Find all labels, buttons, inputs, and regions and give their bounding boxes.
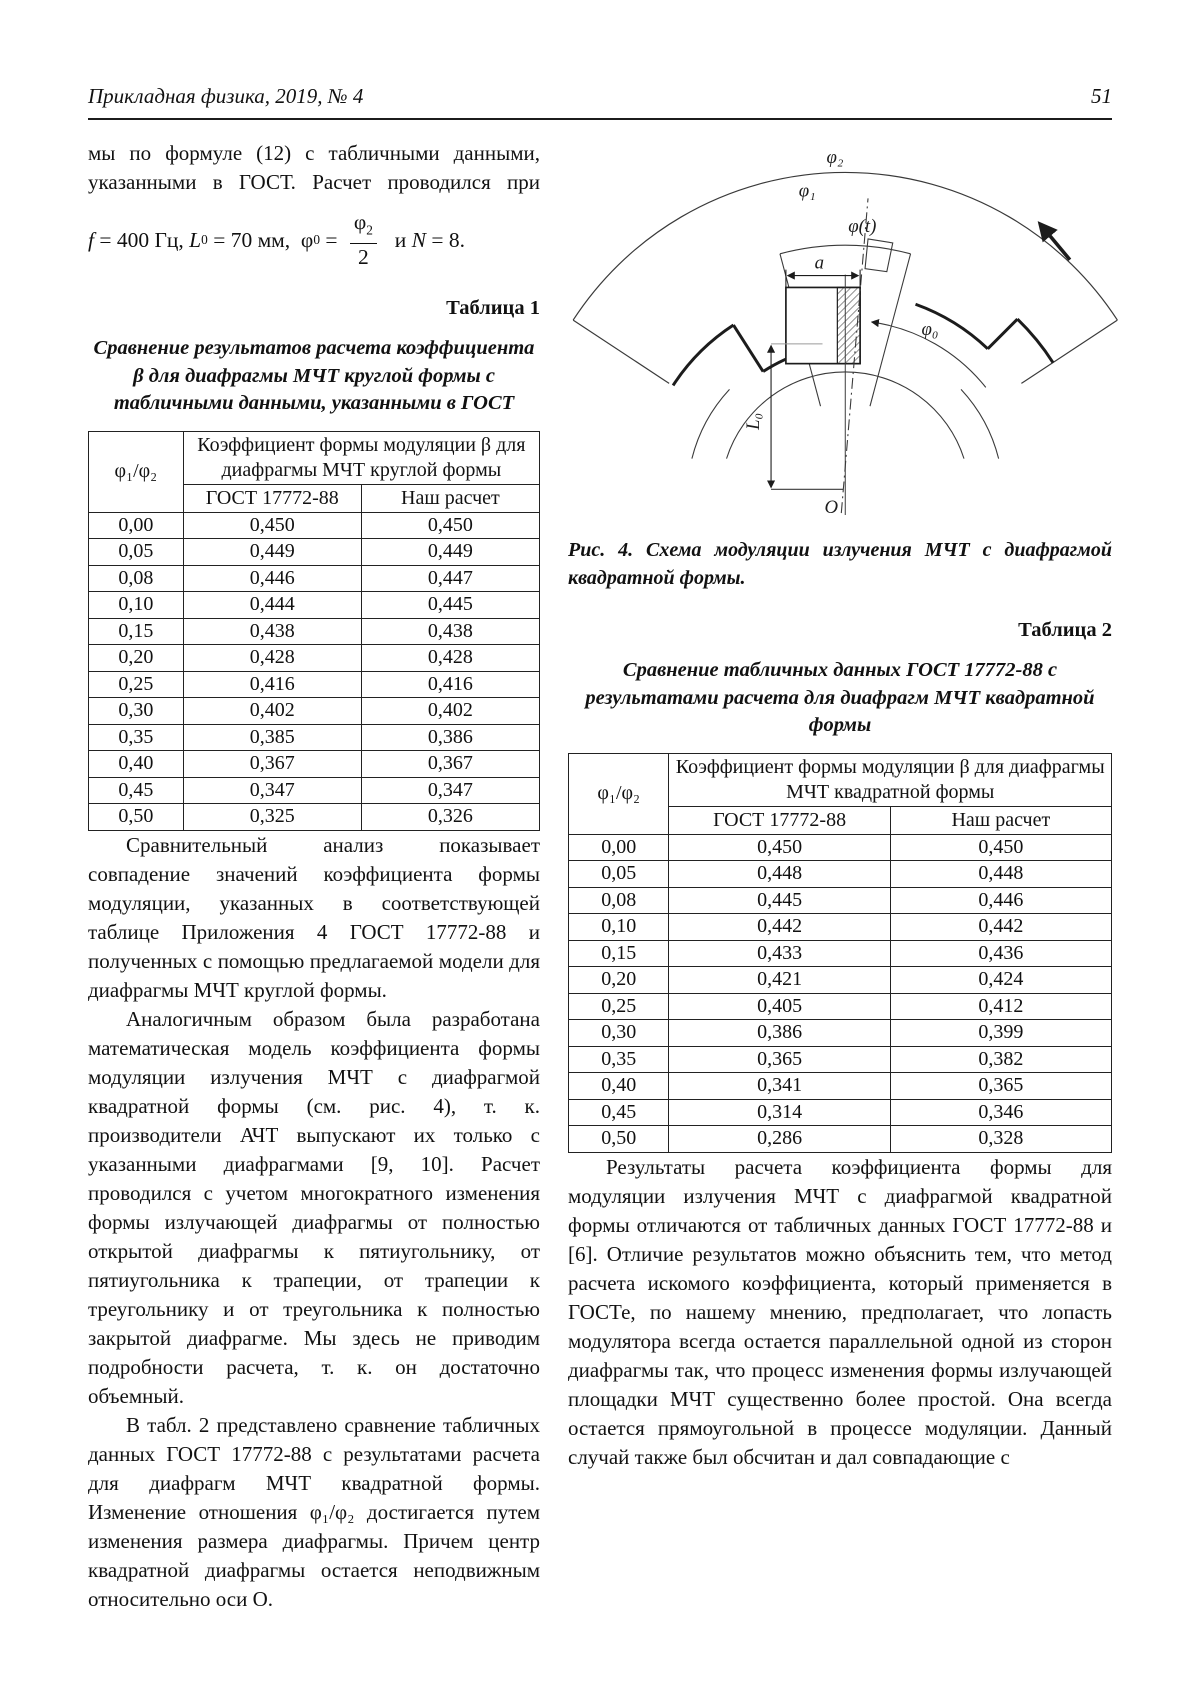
table-row <box>89 777 540 804</box>
table-cell: 0,428 <box>183 645 361 672</box>
table-cell: 0,402 <box>361 698 539 725</box>
table1-subheader-gost: ГОСТ 17772-88 <box>183 484 361 512</box>
table-row <box>569 1126 1112 1153</box>
table-cell: 0,08 <box>89 565 184 592</box>
L0-dimension <box>771 344 843 489</box>
running-head <box>88 84 1112 108</box>
table-cell: 0,438 <box>183 618 361 645</box>
table-cell: 0,30 <box>89 698 184 725</box>
table-cell: 0,35 <box>89 724 184 751</box>
table-cell: 0,20 <box>89 645 184 672</box>
table-cell: 0,450 <box>183 512 361 539</box>
figure-4 <box>560 141 1112 522</box>
table-cell: 0,367 <box>183 751 361 778</box>
table-cell: 0,445 <box>669 887 890 914</box>
table-row <box>89 724 540 751</box>
O-label: O <box>824 497 839 517</box>
table-cell: 0,386 <box>361 724 539 751</box>
running-head-page-number: 51 <box>1091 84 1112 108</box>
table-cell: 0,416 <box>361 671 539 698</box>
modulation-scheme-figure <box>560 141 1180 517</box>
table-cell: 0,20 <box>569 967 669 994</box>
table-cell: 0,347 <box>183 777 361 804</box>
table-cell: 0,45 <box>569 1099 669 1126</box>
intro-paragraph: мы по формуле (12) с табличными данными, указанными в ГОСТ. Расчет проводился при <box>88 141 540 194</box>
table-cell: 0,25 <box>569 993 669 1020</box>
table-cell: 0,448 <box>890 861 1111 888</box>
table-cell: 0,367 <box>361 751 539 778</box>
body-paragraph: Аналогичным образом была разработана математическая модель коэффициента формы модуляции излучения МЧТ с диафрагмой квадратной формы (см. рис. 4), т. к. производители АЧТ выпускают их только с указанными диафрагмами [9, 10]. Расчет проводился с учетом многократного изменения формы излучающей диафрагмы от полностью открытой диафрагмы к пятиугольнику, от пятиугольника к трапеции, от трапеции к треугольнику и от треугольника к полностью закрытой диафрагме. Мы здесь не приводим подробности расчета, т. к. он достаточно объемный. <box>88 1006 540 1408</box>
table-cell: 0,428 <box>361 645 539 672</box>
table2-subheader-ours: Наш расчет <box>890 806 1111 834</box>
table-cell: 0,416 <box>183 671 361 698</box>
table-cell: 0,450 <box>890 834 1111 861</box>
table-cell: 0,402 <box>183 698 361 725</box>
table-row <box>89 751 540 778</box>
table2-body <box>569 834 1112 1152</box>
right-column <box>568 139 1112 1614</box>
table1-title: Сравнение результатов расчета коэффициента β для диафрагмы МЧТ круглой формы с табличными данными, указанными в ГОСТ <box>93 337 535 415</box>
table-row <box>569 1099 1112 1126</box>
table-cell: 0,436 <box>890 940 1111 967</box>
phi0-label: φ₀ <box>921 318 939 340</box>
table-row <box>89 592 540 619</box>
two-column-layout <box>88 139 1112 1614</box>
table-cell: 0,328 <box>890 1126 1111 1153</box>
table-cell: 0,433 <box>669 940 890 967</box>
table-cell: 0,450 <box>669 834 890 861</box>
table-cell: 0,450 <box>361 512 539 539</box>
table-cell: 0,438 <box>361 618 539 645</box>
table1-span-header: Коэффициент формы модуляции β для диафрагмы МЧТ круглой формы <box>183 431 539 484</box>
table-row <box>89 539 540 566</box>
table-cell: 0,449 <box>361 539 539 566</box>
table-row <box>89 645 540 672</box>
table-cell: 0,314 <box>669 1099 890 1126</box>
table-row <box>89 804 540 831</box>
table-cell: 0,50 <box>89 804 184 831</box>
phit-label: φ(t) <box>848 216 877 238</box>
table-cell: 0,424 <box>890 967 1111 994</box>
table-cell: 0,286 <box>669 1126 890 1153</box>
table-cell: 0,15 <box>89 618 184 645</box>
table-cell: 0,405 <box>669 993 890 1020</box>
left-column <box>88 139 540 1614</box>
table-row <box>569 914 1112 941</box>
table-row <box>89 618 540 645</box>
table-row <box>569 967 1112 994</box>
table2-span-header: Коэффициент формы модуляции β для диафрагмы МЧТ квадратной формы <box>669 753 1112 806</box>
table-cell: 0,382 <box>890 1046 1111 1073</box>
table-cell: 0,341 <box>669 1073 890 1100</box>
table-row <box>569 940 1112 967</box>
formula-var-N: N <box>411 227 426 252</box>
figure-caption: Рис. 4. Схема модуляции излучения МЧТ с диафрагмой квадратной формы. <box>568 539 1112 589</box>
table-cell: 0,325 <box>183 804 361 831</box>
table-cell: 0,05 <box>569 861 669 888</box>
formula-fraction: $\frac{\varphi_2}{2}$ <box>350 210 377 270</box>
table-cell: 0,412 <box>890 993 1111 1020</box>
table-cell: 0,05 <box>89 539 184 566</box>
table-cell: 0,00 <box>569 834 669 861</box>
table-row <box>569 1073 1112 1100</box>
table-cell: 0,15 <box>569 940 669 967</box>
table1-col0-header: φ₁/φ₂ <box>89 431 184 512</box>
table-row <box>89 512 540 539</box>
table-cell: 0,447 <box>361 565 539 592</box>
table-cell: 0,326 <box>361 804 539 831</box>
table2 <box>568 753 1112 1153</box>
a-label: a <box>814 252 824 274</box>
table-cell: 0,365 <box>669 1046 890 1073</box>
table2-col0-header: φ₁/φ₂ <box>569 753 669 834</box>
table-cell: 0,10 <box>569 914 669 941</box>
rotation-arrow <box>1040 224 1070 260</box>
phi1-label: φ₁ <box>798 180 816 202</box>
table-row <box>569 887 1112 914</box>
table-cell: 0,50 <box>569 1126 669 1153</box>
table-row <box>89 698 540 725</box>
table-row <box>569 861 1112 888</box>
table-cell: 0,385 <box>183 724 361 751</box>
body-paragraph: Сравнительный анализ показывает совпадение значений коэффициента формы модуляции, указанных в соответствующей таблице Приложения 4 ГОСТ 17772-88 и полученных с помощью предлагаемой модели для диафрагмы МЧТ круглой формы. <box>88 832 540 1002</box>
table1-body <box>89 512 540 830</box>
table-cell: 0,365 <box>890 1073 1111 1100</box>
square-diaphragm <box>786 287 860 363</box>
table2-label: Таблица 2 <box>1018 619 1112 641</box>
table1-subheader-ours: Наш расчет <box>361 484 539 512</box>
table-cell: 0,442 <box>890 914 1111 941</box>
table-row <box>89 565 540 592</box>
table-cell: 0,347 <box>361 777 539 804</box>
table-cell: 0,45 <box>89 777 184 804</box>
L0-label: L₀ <box>743 412 765 430</box>
table2-title: Сравнение табличных данных ГОСТ 17772-88 с результатами расчета для диафрагм МЧТ квадратной формы <box>585 659 1095 736</box>
table-cell: 0,448 <box>669 861 890 888</box>
table-cell: 0,399 <box>890 1020 1111 1047</box>
table-cell: 0,446 <box>890 887 1111 914</box>
table-cell: 0,00 <box>89 512 184 539</box>
phi2-label: φ₂ <box>826 146 844 168</box>
table-cell: 0,346 <box>890 1099 1111 1126</box>
formula-var-L: L <box>189 227 202 252</box>
table-cell: 0,35 <box>569 1046 669 1073</box>
table-cell: 0,442 <box>669 914 890 941</box>
table1-label: Таблица 1 <box>446 297 540 320</box>
running-head-journal: Прикладная физика, 2019, № 4 <box>88 84 364 108</box>
table-cell: 0,25 <box>89 671 184 698</box>
table-cell: 0,444 <box>183 592 361 619</box>
table-cell: 0,10 <box>89 592 184 619</box>
table-cell: 0,30 <box>569 1020 669 1047</box>
formula-line: f = 400 Гц, L 0 = 70 мм, φ 0 = $\frac{\varphi_2}{2}$ и N = 8. <box>88 210 465 270</box>
table2-subheader-gost: ГОСТ 17772-88 <box>669 806 890 834</box>
table-cell: 0,08 <box>569 887 669 914</box>
table1 <box>88 431 540 831</box>
table-cell: 0,446 <box>183 565 361 592</box>
table-cell: 0,40 <box>89 751 184 778</box>
table-row <box>569 1046 1112 1073</box>
table-cell: 0,386 <box>669 1020 890 1047</box>
phit-wedge <box>865 239 893 272</box>
table-row <box>569 834 1112 861</box>
table-cell: 0,449 <box>183 539 361 566</box>
table-cell: 0,421 <box>669 967 890 994</box>
table-row <box>89 671 540 698</box>
body-paragraph: В табл. 2 представлено сравнение табличных данных ГОСТ 17772-88 с результатами расчета для диафрагм МЧТ квадратной формы. Изменение отношения φ₁/φ₂ достигается путем изменения размера диафрагмы. Причем центр квадратной диафрагмы остается неподвижным относительно оси O. <box>88 1412 540 1611</box>
body-paragraph: Результаты расчета коэффициента формы для модуляции излучения МЧТ с диафрагмой квадратной формы отличаются от табличных данных ГОСТ 17772-88 и [6]. Отличие результатов можно объяснить тем, что метод расчета искомого коэффициента, который применяется в ГОСТе, по нашему мнению, предполагает, что лопасть модулятора всегда остается параллельной одной из сторон диафрагмы так, что процесс изменения формы излучающей площадки МЧТ существенно более простой. Она всегда остается прямоугольной в процессе модуляции. Данный случай также был обсчитан и дал совпадающие с <box>568 1154 1112 1469</box>
formula-var-f: f <box>88 227 94 252</box>
table-cell: 0,40 <box>569 1073 669 1100</box>
table-row <box>569 1020 1112 1047</box>
table-row <box>569 993 1112 1020</box>
header-rule <box>88 118 1112 120</box>
table-cell: 0,445 <box>361 592 539 619</box>
